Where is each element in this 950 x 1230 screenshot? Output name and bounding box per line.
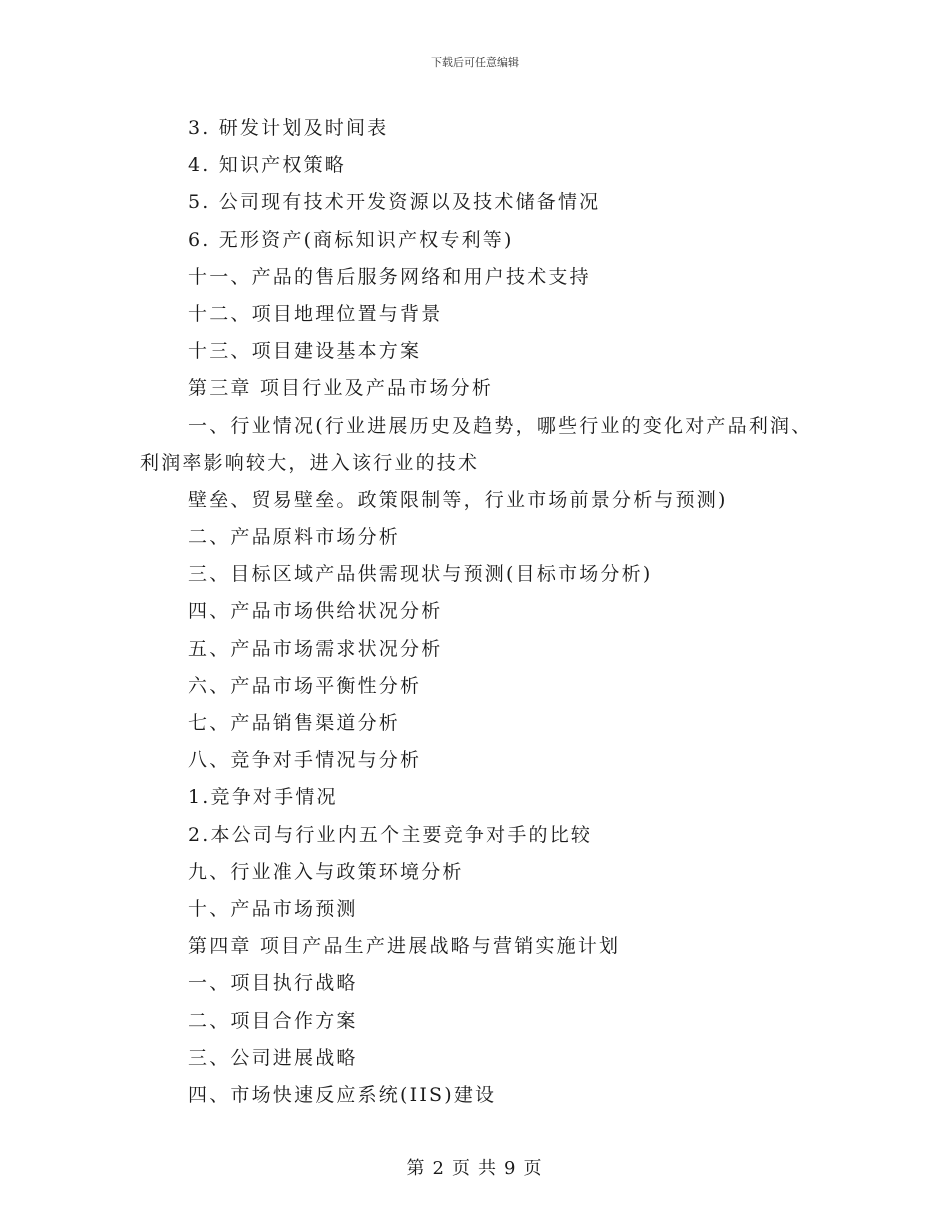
text-line: 二、产品原料市场分析 [188, 526, 401, 549]
text-line: 十三、项目建设基本方案 [188, 340, 422, 363]
page-footer [0, 1154, 950, 1180]
text-line: 三、目标区域产品供需现状与预测(目标市场分析) [188, 563, 653, 586]
text-line: 十、产品市场预测 [188, 897, 358, 920]
text-line: 3. 研发计划及时间表 [188, 117, 389, 139]
text-line: 一、行业情况(行业进展历史及趋势，哪些行业的变化对产品利润、 [188, 414, 813, 437]
text-line: 十一、产品的售后服务网络和用户技术支持 [188, 265, 591, 288]
text-line: 五、产品市场需求状况分析 [188, 637, 443, 660]
footer-total-word: 共 [478, 1158, 498, 1179]
text-line: 2.本公司与行业内五个主要竞争对手的比较 [188, 823, 593, 846]
footer-total-pages: 9 [504, 1158, 518, 1179]
text-line: 一、项目执行战略 [188, 972, 358, 995]
text-line: 九、行业准入与政策环境分析 [188, 860, 464, 883]
text-line: 壁垒、贸易壁垒。政策限制等，行业市场前景分析与预测) [188, 488, 728, 511]
footer-page-word: 页 [452, 1158, 472, 1179]
text-line: 二、项目合作方案 [188, 1009, 358, 1032]
page-header-note: 下载后可任意编辑 [431, 56, 519, 69]
text-line: 六、产品市场平衡性分析 [188, 674, 422, 697]
text-line: 6. 无形资产(商标知识产权专利等) [188, 228, 514, 251]
text-line: 七、产品销售渠道分析 [188, 712, 401, 734]
chapter-heading: 第三章 项目行业及产品市场分析 [188, 377, 494, 400]
text-line: 八、竞争对手情况与分析 [188, 749, 422, 772]
footer-current-page: 2 [432, 1158, 446, 1179]
chapter-heading: 第四章 项目产品生产进展战略与营销实施计划 [188, 935, 621, 958]
text-line: 利润率影响较大，进入该行业的技术 [140, 451, 480, 474]
text-line: 4. 知识产权策略 [188, 154, 346, 177]
text-line: 十二、项目地理位置与背景 [188, 302, 443, 325]
text-line: 1.竞争对手情况 [188, 786, 338, 809]
text-line: 四、市场快速反应系统(IIS)建设 [188, 1083, 497, 1106]
footer-page-word-end: 页 [523, 1158, 544, 1179]
text-line: 四、产品市场供给状况分析 [188, 600, 443, 623]
text-line: 三、公司进展战略 [188, 1046, 358, 1069]
text-line: 5. 公司现有技术开发资源以及技术储备情况 [188, 191, 601, 214]
footer-prefix: 第 [406, 1158, 427, 1179]
document-body [140, 110, 830, 1114]
